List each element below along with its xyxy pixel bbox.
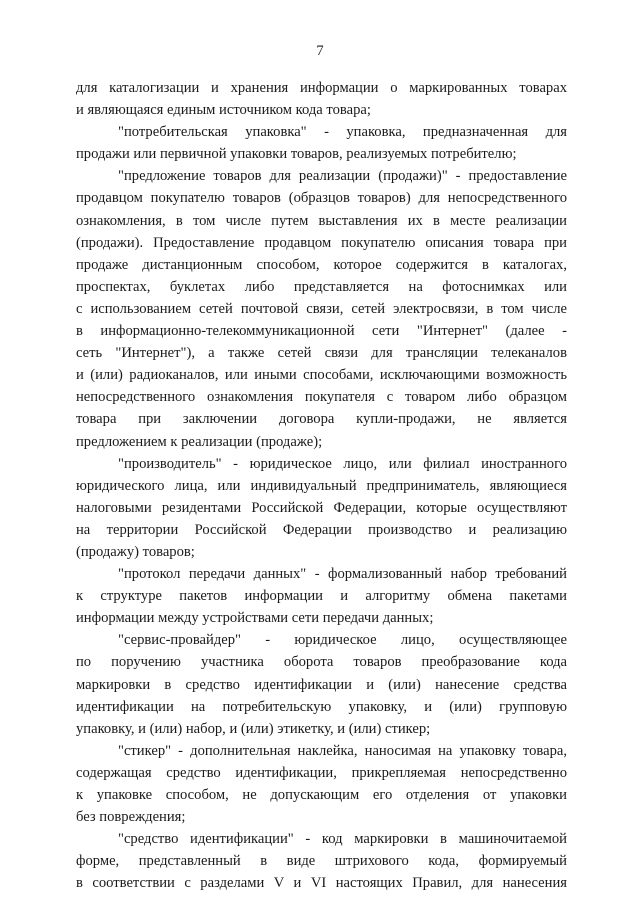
text-line: упаковку, и (или) набор, и (или) этикетку, и (или) стикер; (76, 720, 431, 737)
text-line: сеть "Интернет"), а также сетей связи для трансляции телеканалов (76, 345, 567, 362)
text-line: "предложение товаров для реализации (продажи)" - предоставление (118, 168, 567, 185)
text-line: для каталогизации и хранения информации о маркированных товарах (76, 80, 567, 96)
text-line: с использованием сетей почтовой связи, сетей электросвязи, в том числе (76, 300, 567, 317)
text-line: содержащая средство идентификации, прикрепляемая непосредственно (76, 764, 567, 781)
body-text (76, 77, 567, 894)
text-line: (продажи). Предоставление продавцом покупателю описания товара при (76, 234, 567, 251)
text-line: форме, представленный в виде штрихового кода, формируемый (76, 853, 567, 870)
text-line: продавцом покупателю товаров (образцов товаров) для непосредственного (76, 190, 567, 207)
text-line: "сервис-провайдер" - юридическое лицо, осуществляющее (118, 632, 567, 649)
text-line: "средство идентификации" - код маркировки в машиночитаемой (118, 831, 567, 848)
page-number: 7 (316, 43, 324, 59)
text-line: "потребительская упаковка" - упаковка, предназначенная для (118, 124, 567, 141)
text-line: товара при заключении договора купли-продажи, не является (76, 411, 567, 428)
text-line: "производитель" - юридическое лицо, или филиал иностранного (118, 455, 567, 472)
text-line: идентификации на потребительскую упаковку, и (или) групповую (76, 698, 567, 715)
text-line: в информационно-телекоммуникационной сети "Интернет" (далее - (76, 323, 567, 340)
text-line: "стикер" - дополнительная наклейка, наносимая на упаковку товара, (118, 742, 567, 759)
text-line: продажи или первичной упаковки товаров, реализуемых потребителю; (76, 146, 517, 163)
text-line: по поручению участника оборота товаров преобразование кода (76, 654, 567, 671)
text-line: (продажу) товаров; (76, 543, 195, 560)
text-line: непосредственного ознакомления покупателя с товаром либо образцом (76, 389, 567, 406)
text-line: без повреждения; (76, 809, 186, 826)
text-line: и (или) радиоканалов, или иными способами, исключающими возможность (76, 367, 567, 384)
text-line: и являющаяся единым источником кода товара; (76, 102, 371, 119)
text-line: "протокол передачи данных" - формализованный набор требований (118, 566, 567, 583)
text-line: ознакомления, в том числе путем выставления их в месте реализации (76, 212, 567, 229)
text-line: юридического лица, или индивидуальный предприниматель, являющиеся (76, 477, 567, 494)
text-line: к структуре пакетов информации и алгоритму обмена пакетами (76, 588, 567, 605)
text-line: предложением к реализации (продаже); (76, 433, 323, 450)
text-line: к упаковке способом, не допускающим его отделения от упаковки (76, 787, 567, 803)
text-line: на территории Российской Федерации производство и реализацию (76, 521, 567, 538)
text-line: маркировки в средство идентификации и (или) нанесение средства (76, 676, 567, 693)
text-line: информации между устройствами сети передачи данных; (76, 610, 434, 627)
text-line: продаже дистанционным способом, которое содержится в каталогах, (76, 256, 567, 273)
text-line: в соответствии с разделами V и VI настоящих Правил, для нанесения (76, 875, 567, 892)
text-line: проспектах, буклетах либо представляется на фотоснимках или (76, 278, 567, 295)
text-line: налоговыми резидентами Российской Федерации, которые осуществляют (76, 499, 567, 516)
